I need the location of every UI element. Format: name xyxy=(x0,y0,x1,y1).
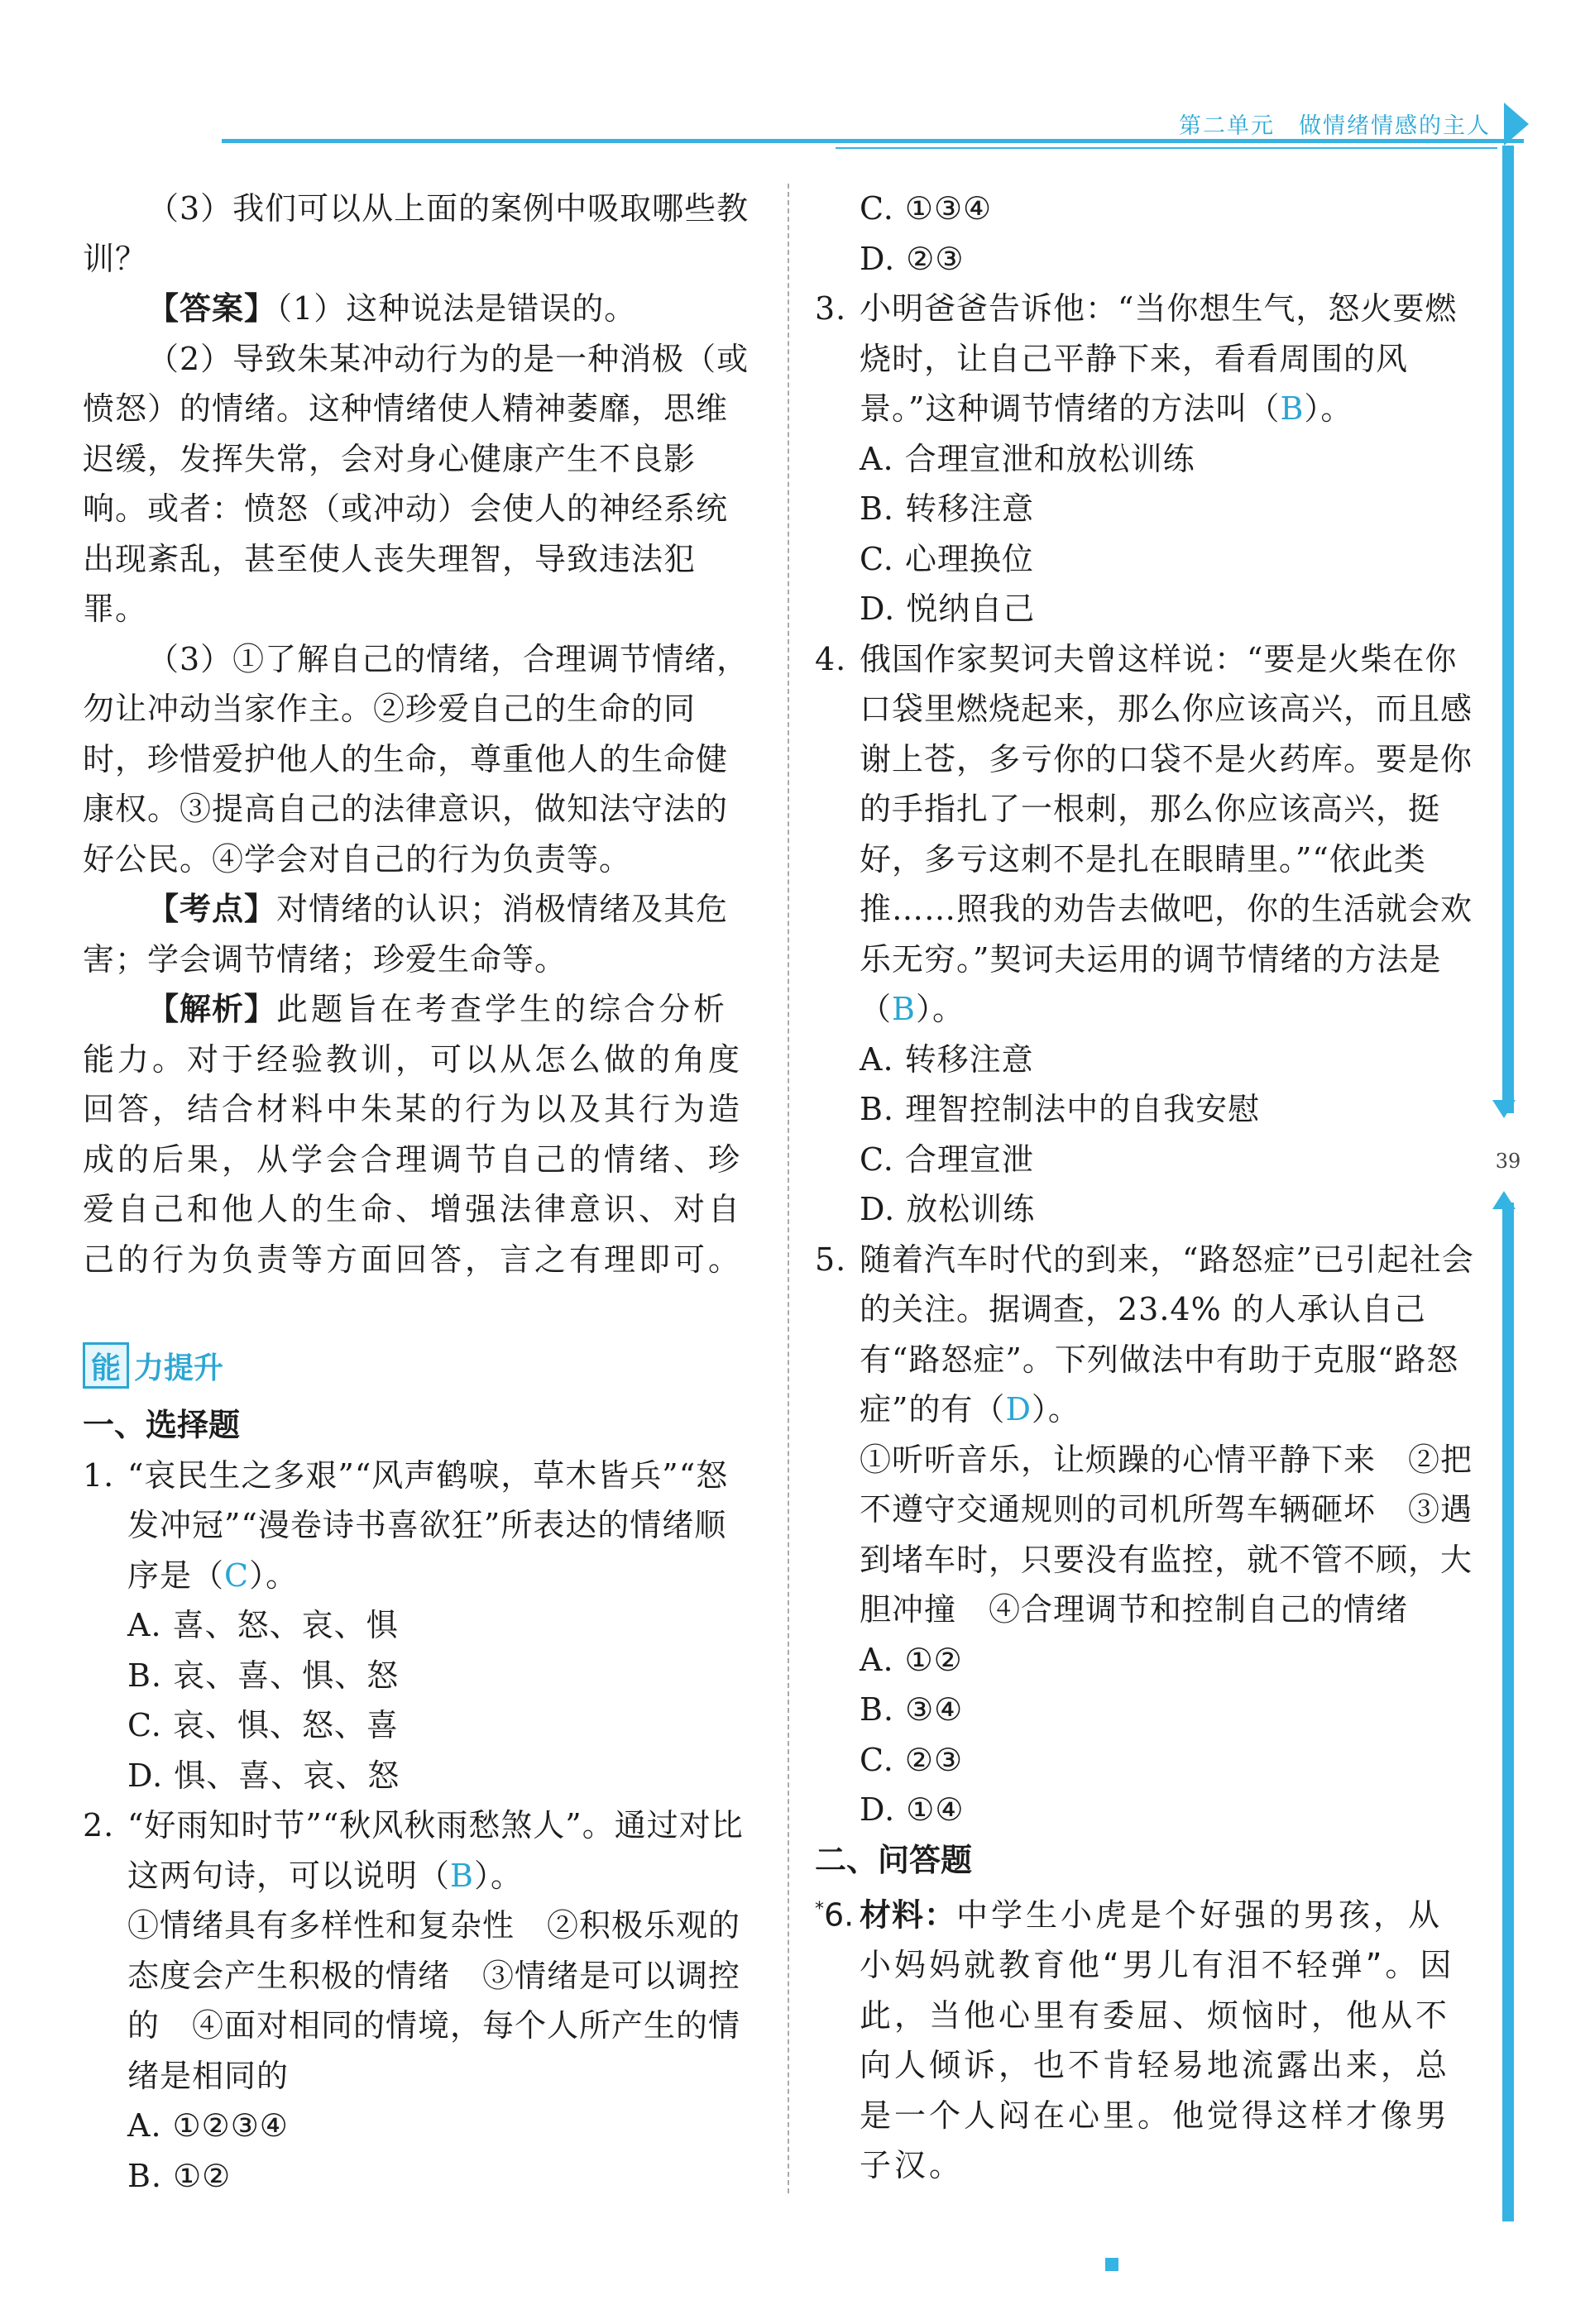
q2-items: ①情绪具有多样性和复杂性 ②积极乐观的态度会产生积极的情绪 ③情绪是可以调控的 ④面对相同的情境，每个人所产生的情绪是相同的 xyxy=(127,1907,741,2094)
q2-stem: “好雨知时节”“秋风秋雨愁煞人”。通过对比这两句诗，可以说明（ xyxy=(127,1807,744,1894)
q3-option: D. 悦纳自己 xyxy=(860,591,1036,627)
q4-number: 4. xyxy=(815,640,847,677)
q4-answer: B xyxy=(892,991,916,1027)
q3-stem-end: ）。 xyxy=(1304,390,1353,427)
q4-option: C. 合理宣泄 xyxy=(860,1140,1034,1178)
q4-option: B. 理智控制法中的自我安慰 xyxy=(860,1091,1261,1127)
q6-star: * xyxy=(815,1899,824,1920)
q3-option: A. 合理宣泄和放松训练 xyxy=(860,440,1195,477)
q2-stem-end: ）。 xyxy=(473,1857,523,1894)
question-6 xyxy=(815,1885,1477,2191)
q3-option: B. 转移注意 xyxy=(860,490,1035,527)
ability-text: 力提升 xyxy=(134,1351,224,1385)
question-1 xyxy=(83,1451,753,1601)
q5-items: ①听听音乐，让烦躁的心情平静下来 ②把不遵守交通规则的司机所驾车辆砸坏 ③遇到堵车时，只要没有监控，就不管不顾，大胆冲撞 ④合理调节和控制自己的情绪 xyxy=(860,1441,1473,1628)
q1-stem: “哀民生之多艰”“风声鹤唳，草木皆兵”“怒发冲冠”“漫卷诗书喜欲狂”所表达的情绪顺序是（ xyxy=(127,1456,729,1594)
question-2 xyxy=(83,1800,753,1901)
point-label: 【考点】 xyxy=(147,891,277,927)
ability-box: 能 xyxy=(83,1342,129,1389)
header-rule-thin xyxy=(836,147,1497,149)
side-bar-bottom xyxy=(1502,1203,1514,2221)
q1-answer: C xyxy=(224,1557,250,1594)
q1-option: C. 哀、惧、怒、喜 xyxy=(127,1707,399,1743)
answer-block-1 xyxy=(83,284,753,334)
q3-option: C. 心理换位 xyxy=(860,540,1034,577)
q2-answer: B xyxy=(450,1857,474,1894)
q5-option: D. ①④ xyxy=(860,1791,965,1828)
q5-stem-end: ）。 xyxy=(1031,1391,1080,1427)
q5-option: A. ①② xyxy=(860,1641,963,1678)
q6-number-wrap xyxy=(815,1885,860,1940)
bottom-square-marker xyxy=(1105,2258,1118,2271)
analysis-text: 此题旨在考查学生的综合分析能力。对于经验教训，可以从怎么做的角度回答，结合材料中朱某的行为以及其行为造成的后果，从学会合理调节自己的情绪、珍爱自己和他人的生命、增强法律意识、对自己的行为负责等方面回答，言之有理即可。 xyxy=(83,991,744,1278)
side-notch-top xyxy=(1492,1100,1516,1118)
q3-stem: 小明爸爸告诉他：“当你想生气，怒火要燃烧时，让自己平静下来，看看周围的风景。”这种调节情绪的方法叫（ xyxy=(860,290,1458,427)
q2-number: 2. xyxy=(83,1807,115,1843)
left-column xyxy=(83,184,753,2201)
q5-option: B. ③④ xyxy=(860,1691,964,1728)
point-block xyxy=(83,884,753,984)
q5-number: 5. xyxy=(815,1241,847,1278)
page-number: 39 xyxy=(1495,1150,1521,1173)
question-3 xyxy=(815,284,1477,434)
q4-option: D. 放松训练 xyxy=(860,1191,1036,1227)
q6-label: 材料： xyxy=(860,1896,957,1934)
header-rule xyxy=(222,139,1524,143)
q4-option: A. 转移注意 xyxy=(860,1040,1034,1078)
analysis-label: 【解析】 xyxy=(147,991,277,1027)
q1-option: B. 哀、喜、惧、怒 xyxy=(127,1657,400,1694)
point-text: 对情绪的认识；消极情绪及其危害；学会调节情绪；珍爱生命等。 xyxy=(83,891,729,978)
q1-stem-end: ）。 xyxy=(249,1557,299,1594)
q2-option: C. ①③④ xyxy=(860,190,993,227)
q2-option: A. ①②③④ xyxy=(127,2107,289,2144)
q2-option: D. ②③ xyxy=(860,240,965,277)
answer-1: （1）这种说法是错误的。 xyxy=(276,290,637,327)
q6-text: 中学生小虎是个好强的男孩，从小妈妈就教育他“男儿有泪不轻弹”。因此，当他心里有委屈、烦恼时，他从不向人倾诉，也不肯轻易地流露出来，总是一个人闷在心里。他觉得这样才像男子汉。 xyxy=(860,1896,1455,2184)
q3-subquestion: （3）我们可以从上面的案例中吸取哪些教训？ xyxy=(83,190,750,277)
q1-option: A. 喜、怒、哀、惧 xyxy=(127,1607,399,1643)
q4-stem: 俄国作家契诃夫曾这样说：“要是火柴在你口袋里燃烧起来，那么你应该高兴，而且感谢上苍，多亏你的口袋不是火药库。要是你的手指扎了一根刺，那么你应该高兴，挺好，多亏这刺不是扎在眼睛里。”“依此类推……照我的劝告去做吧，你的生活就会欢乐无穷。”契诃夫运用的调节情绪的方法是（ xyxy=(860,640,1473,1027)
q5-option: C. ②③ xyxy=(860,1741,964,1778)
question-4 xyxy=(815,634,1477,1035)
q3-number: 3. xyxy=(815,290,847,327)
question-5 xyxy=(815,1235,1477,1435)
answer-3: （3）①了解自己的情绪，合理调节情绪，勿让冲动当家作主。②珍爱自己的生命的同时，珍惜爱护他人的生命，尊重他人的生命健康权。③提高自己的法律意识，做知法守法的好公民。④学会对自己的行为负责等。 xyxy=(83,640,750,877)
unit-title: 第二单元 做情绪情感的主人 xyxy=(1179,113,1491,139)
q4-stem-end: ）。 xyxy=(915,991,965,1027)
q5-stem: 随着汽车时代的到来，“路怒症”已引起社会的关注。据调查，23.4% 的人承认自己有“路怒症”。下列做法中有助于克服“路怒症”的有（ xyxy=(860,1241,1474,1427)
side-bar-top xyxy=(1502,146,1514,1113)
q5-answer: D xyxy=(1005,1391,1032,1427)
q3-answer: B xyxy=(1280,390,1305,427)
answer-2: （2）导致朱某冲动行为的是一种消极（或愤怒）的情绪。这种情绪使人精神萎靡，思维迟缓，发挥失常，会对身心健康产生不良影响。或者：愤怒（或冲动）会使人的神经系统出现紊乱，甚至使人丧失理智，导致违法犯罪。 xyxy=(83,340,750,627)
column-divider xyxy=(788,184,789,2193)
right-column xyxy=(815,184,1477,2191)
q1-option: D. 惧、喜、哀、怒 xyxy=(127,1757,400,1794)
q6-number: 6. xyxy=(824,1896,855,1934)
q2-option: B. ①② xyxy=(127,2157,232,2194)
ability-heading xyxy=(83,1342,753,1389)
q1-number: 1. xyxy=(83,1456,115,1494)
answer-label: 【答案】 xyxy=(147,290,277,327)
analysis-block xyxy=(83,984,753,1284)
section-qa: 二、问答题 xyxy=(815,1841,973,1878)
section-choice: 一、选择题 xyxy=(83,1407,241,1443)
